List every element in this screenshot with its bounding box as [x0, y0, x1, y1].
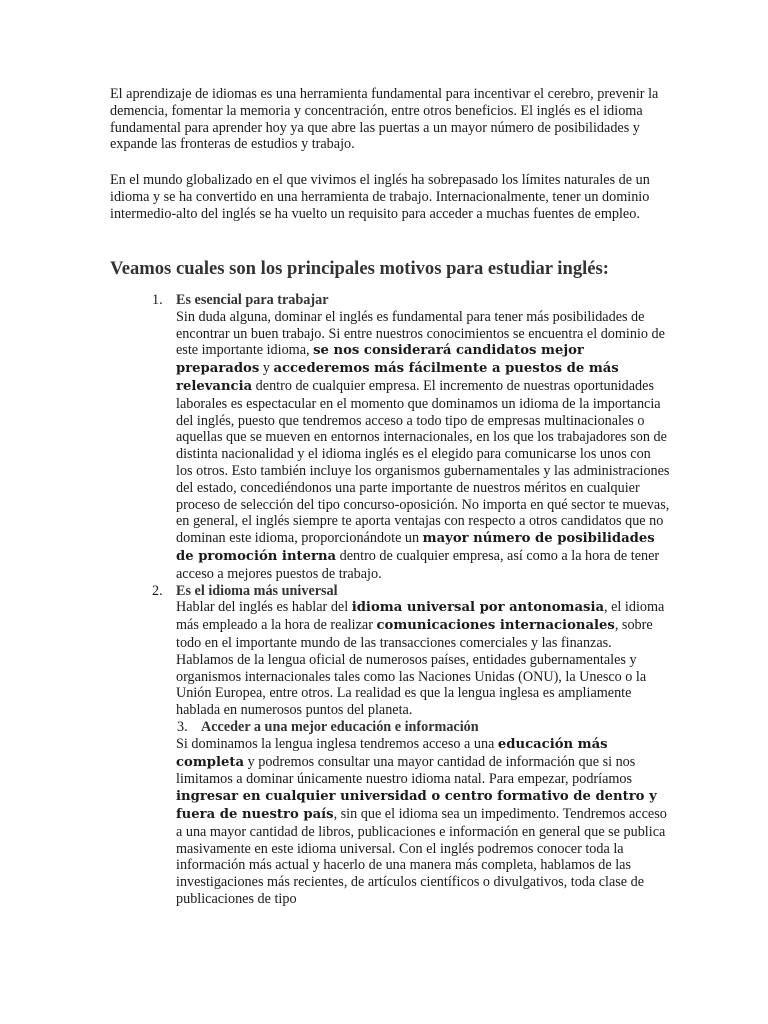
- list-item-title: Es esencial para trabajar: [176, 292, 329, 308]
- text-run: , el idioma más empleado a la hora de realizar: [176, 599, 665, 634]
- text-run: dentro de cualquier empresa, así como a la hora de tener acceso a mejores puestos de trabajo.: [176, 547, 660, 582]
- text-run: y podremos consultar una mayor cantidad de información que si nos limitamos a dominar únicamente nuestro idioma natal. Para empezar, podríamos: [176, 753, 636, 788]
- bold-text-run: educación más completa: [176, 736, 608, 770]
- bold-text-run: ingresar en cualquier universidad o centro formativo de dentro y fuera de nuestro país: [176, 789, 657, 822]
- list-item-body: [176, 583, 670, 719]
- bold-text-run: mayor número de posibilidades de promoción interna: [176, 531, 655, 564]
- list-item-text: [176, 736, 670, 908]
- intro-paragraph: El aprendizaje de idiomas es una herramienta fundamental para incentivar el cerebro, prevenir la demencia, fomentar la memoria y concentración, entre otros beneficios. El inglés es el idioma fundamental para aprender hoy ya que abre las puertas a un mayor número de posibilidades y expande las fronteras de estudios y trabajo.: [110, 86, 659, 153]
- list-item-text: [176, 599, 670, 719]
- list-item-title: Acceder a una mejor educación e información: [201, 718, 479, 735]
- text-run: , sin que el idioma sea un impedimento. Tendremos acceso a una mayor cantidad de libros, publicaciones e información en general que se publica masivamente en este idioma universal. Con el inglés podremos conocer toda la información más actual y hacerlo de una manera más completa, hablamos de las investigaciones más recientes, de artículos científicos o divulgativos, toda clase de publicaciones de tipo: [176, 805, 667, 907]
- text-run: , sobre todo en el importante mundo de las transacciones comerciales y las finanzas. Hablamos de la lengua oficial de numerosos países, entidades gubernamentales y organismos internacionales tales como las Naciones Unidas (ONU), la Unesco o la Unión Europea, entre otros. La realidad es que la lengua inglesa es ampliamente hablada en numerosos puntos del planeta.: [176, 617, 653, 719]
- list-item-number: 1.: [152, 292, 163, 308]
- bold-text-run: idioma universal por antonomasia: [351, 600, 605, 616]
- list-item-number: 2.: [152, 582, 163, 599]
- bold-text-run: se nos considerará candidatos mejor preparados: [176, 343, 584, 377]
- list-item: [110, 583, 670, 719]
- globalization-paragraph: En el mundo globalizado en el que vivimos el inglés ha sobrepasado los límites naturales de un idioma y se ha convertido en una herramienta de trabajo. Internacionalmente, tener un dominio intermedio-alto del inglés se ha vuelto un requisito para acceder a muchas fuentes de empleo.: [110, 172, 650, 222]
- list-item: [110, 719, 670, 908]
- list-item-text: [176, 309, 670, 583]
- list-item-body: [176, 736, 670, 908]
- text-run: Si dominamos la lengua inglesa tendremos acceso a una: [176, 735, 498, 752]
- list-item: [110, 292, 670, 583]
- list-item-number: 3.: [177, 718, 188, 735]
- list-item-title: Es el idioma más universal: [176, 582, 338, 599]
- text-run: y: [259, 360, 274, 377]
- reasons-list: [110, 292, 670, 908]
- list-item-body: [176, 292, 670, 583]
- bold-text-run: comunicaciones internacionales: [376, 618, 615, 634]
- text-run: dentro de cualquier empresa. El incremento de nuestras oportunidades laborales es espectacular en el momento que dominamos un idioma de la importancia del inglés, puesto que tendremos acceso a todo tipo de empresas multinacionales o aquellas que se mueven en entornos internacionales, en los que los trabajadores son de distinta nacionalidad y el idioma inglés es el elegido para comunicarse los unos con los otros. Esto también incluye los organismos gubernamentales y las administraciones del estado, concediéndonos una parte importante de nuestros méritos en cualquier proceso de selección del tipo concurso-oposición. No importa en qué sector te muevas, en general, el inglés siempre te aporta ventajas con respecto a otros candidatos que no dominan este idioma, proporcionándote un: [176, 377, 670, 547]
- text-run: Sin duda alguna, dominar el inglés es fundamental para tener más posibilidades de encontrar un buen trabajo. Si entre nuestros conocimientos se encuentra el dominio de este importante idioma,: [176, 308, 665, 359]
- section-heading: Veamos cuales son los principales motivos para estudiar inglés:: [110, 258, 609, 279]
- text-run: Hablar del inglés es hablar del: [176, 599, 352, 616]
- bold-text-run: accederemos más fácilmente a puestos de más relevancia: [176, 361, 619, 394]
